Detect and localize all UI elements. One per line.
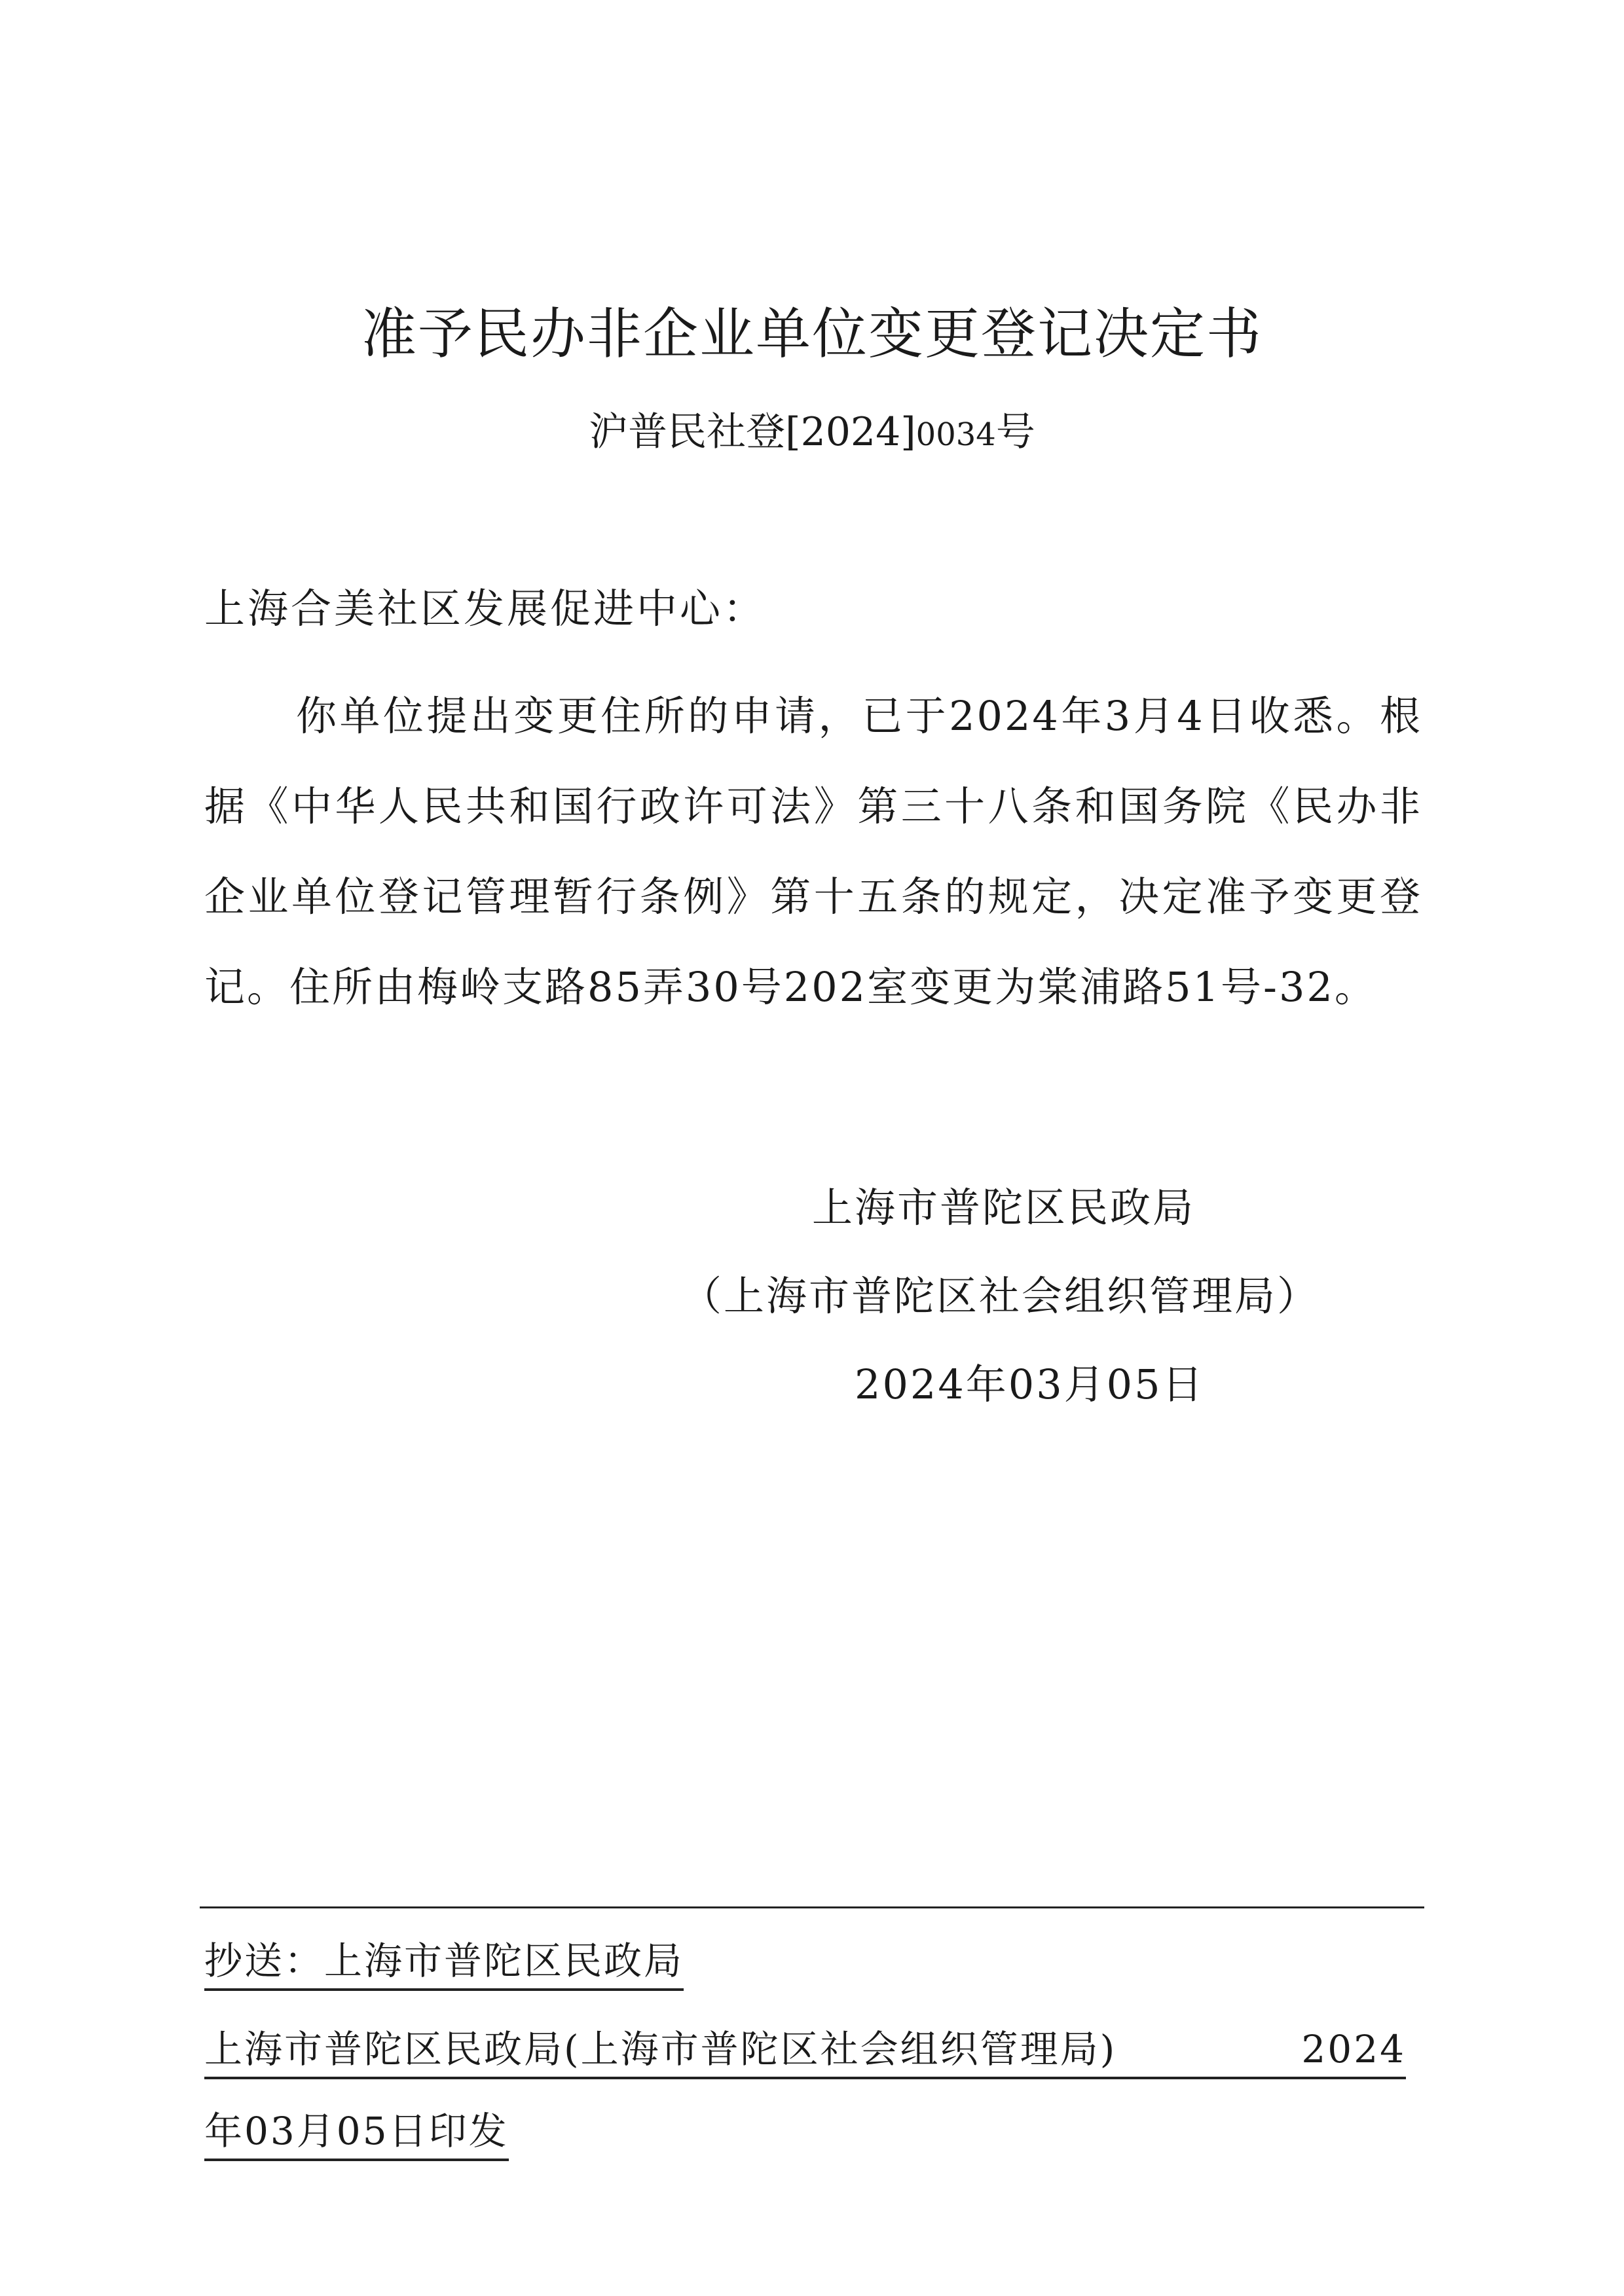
document-number-prefix: 沪普民社登[2024] <box>589 409 916 455</box>
footer-issued-date: 年03月05日印发 <box>204 2105 509 2161</box>
signing-organization: 上海市普陀区民政局 <box>812 1184 1196 1231</box>
document-number-serial: 0034 <box>915 416 996 453</box>
footer-issuer-year: 2024 <box>1301 2027 1406 2071</box>
footer-cc: 抄送：上海市普陀区民政局 <box>204 1935 684 1991</box>
document-number-suffix: 号 <box>995 409 1035 455</box>
addressee: 上海合美社区发展促进中心： <box>204 585 767 632</box>
decision-body <box>204 671 1422 1032</box>
document-number <box>0 406 1624 461</box>
signing-date: 2024年03月05日 <box>855 1360 1205 1408</box>
footer-divider <box>200 1906 1424 1908</box>
footer-issuer-name: 上海市普陀区民政局(上海市普陀区社会组织管理局) <box>204 2027 1117 2071</box>
document-title: 准予民办非企业单位变更登记决定书 <box>361 302 1263 366</box>
signing-organization-alt: （上海市普陀区社会组织管理局） <box>681 1272 1320 1320</box>
decision-paragraph: 你单位提出变更住所的申请，已于2024年3月4日收悉。根据《中华人民共和国行政许可法》第三十八条和国务院《民办非企业单位登记管理暂行条例》第十五条的规定，决定准予变更登记。住所由梅岭支路85弄30号202室变更为棠浦路51号-32。 <box>204 692 1422 1011</box>
footer-issuer <box>204 2023 1406 2079</box>
